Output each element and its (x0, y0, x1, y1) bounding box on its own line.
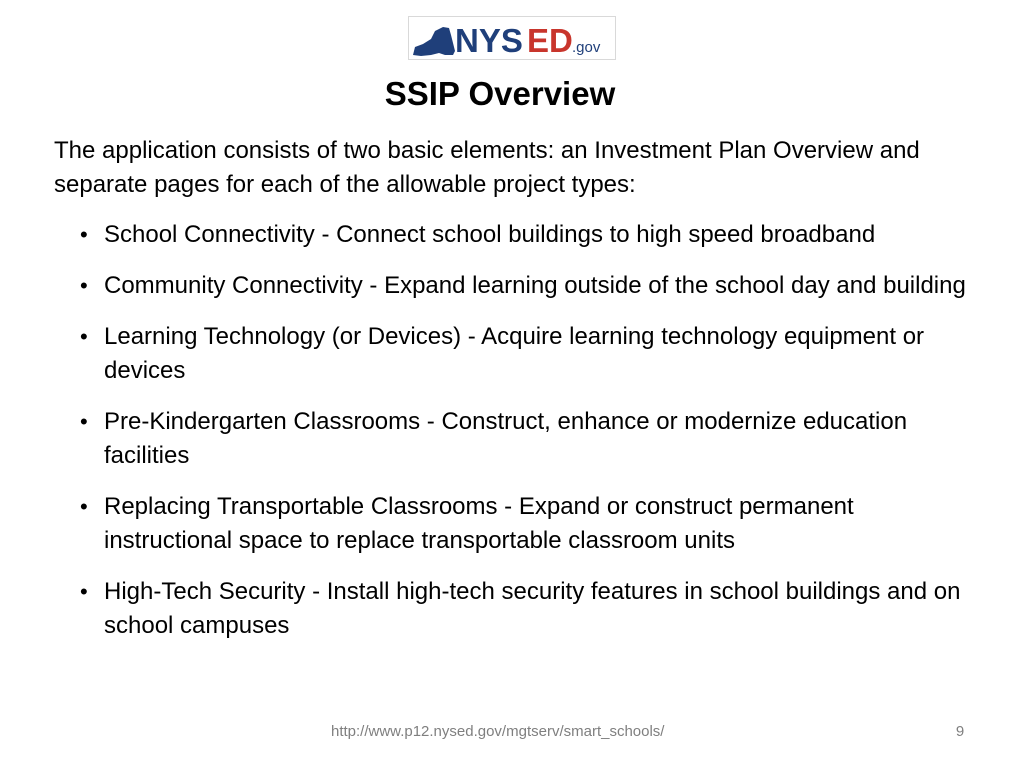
list-item-text: Replacing Transportable Classrooms - Expand or construct permanent instructional space to replace transportable classroom units (104, 493, 854, 554)
list-item (80, 405, 984, 473)
page-number: 9 (955, 723, 965, 740)
list-item (80, 218, 984, 252)
list-item-text: Community Connectivity - Expand learning outside of the school day and building (104, 272, 966, 299)
list-item (80, 269, 984, 303)
bullet-icon: • (80, 324, 88, 349)
list-item (80, 490, 984, 558)
intro-paragraph: The application consists of two basic elements: an Investment Plan Overview and separate pages for each of the allowable project types: (54, 137, 920, 198)
bullet-icon: • (80, 273, 88, 298)
new-york-state-icon (413, 27, 455, 56)
nysed-logo (408, 16, 616, 60)
project-types-list (80, 218, 984, 660)
bullet-icon: • (80, 409, 88, 434)
logo-text-ed: ED (527, 22, 573, 59)
slide-title: SSIP Overview (384, 75, 616, 112)
footer-url: http://www.p12.nysed.gov/mgtserv/smart_schools/ (331, 723, 665, 740)
list-item-text: High-Tech Security - Install high-tech security features in school buildings and on school campuses (104, 578, 961, 639)
nysed-logo-graphic (409, 17, 617, 61)
list-item-text: Pre-Kindergarten Classrooms - Construct, enhance or modernize education facilities (104, 408, 908, 469)
bullet-icon: • (80, 494, 88, 519)
list-item (80, 320, 984, 388)
logo-text-nys: NYS (455, 22, 523, 59)
logo-text-gov: .gov (572, 39, 601, 56)
list-item (80, 575, 984, 643)
list-item-text: School Connectivity - Connect school buildings to high speed broadband (104, 221, 876, 248)
list-item-text: Learning Technology (or Devices) - Acquire learning technology equipment or devices (104, 323, 925, 384)
bullet-icon: • (80, 579, 88, 604)
bullet-icon: • (80, 222, 88, 247)
